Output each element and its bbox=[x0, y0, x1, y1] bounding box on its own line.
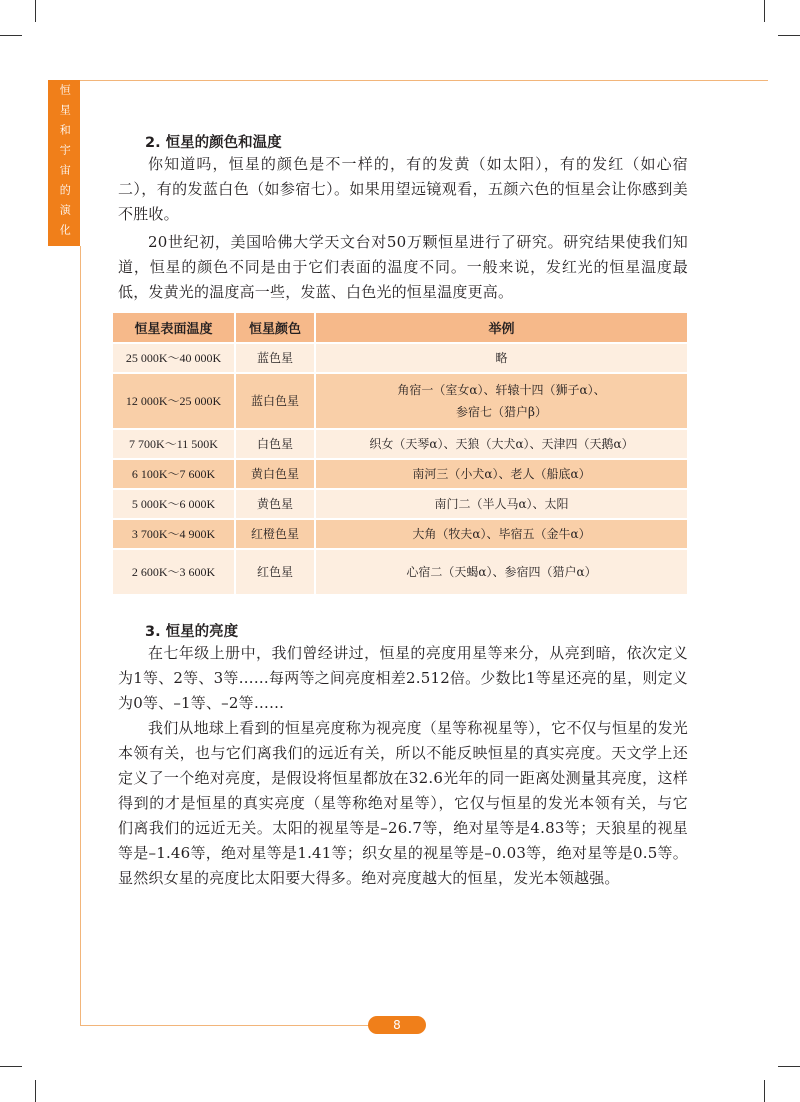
crop-mark bbox=[35, 1080, 36, 1102]
crop-mark bbox=[764, 0, 765, 22]
row-color: 黄色星 bbox=[235, 489, 315, 519]
section-3-paragraph-1: 在七年级上册中，我们曾经讲过，恒星的亮度用星等来分，从亮到暗，依次定义为1等、2等、3等……每两等之间亮度相差2.512倍。少数比1等星还亮的星，则定义为0等、–1等、–2等…… bbox=[118, 644, 688, 712]
table-row bbox=[113, 549, 687, 595]
header-example: 举例 bbox=[315, 313, 687, 343]
crop-mark bbox=[764, 1080, 765, 1102]
section-2-heading: 2. 恒星的颜色和温度 bbox=[145, 135, 282, 151]
row-example: 略 bbox=[315, 343, 687, 373]
row-example: 大角（牧夫α）、毕宿五（金牛α） bbox=[315, 519, 687, 549]
row-example-line-2: 参宿七（猎户β） bbox=[456, 405, 547, 419]
section-2-paragraph-1: 你知道吗，恒星的颜色是不一样的，有的发黄（如太阳），有的发红（如心宿二），有的发蓝白色（如参宿七）。如果用望远镜观看，五颜六色的恒星会让你感到美不胜收。 bbox=[118, 155, 688, 223]
row-example: 织女（天琴α）、天狼（大犬α）、天津四（天鹅α） bbox=[315, 429, 687, 459]
top-rule bbox=[80, 80, 768, 81]
row-example bbox=[315, 373, 687, 429]
section-2-paragraph-2: 20世纪初，美国哈佛大学天文台对50万颗恒星进行了研究。研究结果使我们知道，恒星的颜色不同是由于它们表面的温度不同。一般来说，发红光的恒星温度最低，发黄光的温度高一些，发蓝、白色光的恒星温度更高。 bbox=[118, 233, 688, 301]
page-number: 8 bbox=[368, 1016, 426, 1034]
row-color: 红色星 bbox=[235, 549, 315, 595]
table-row bbox=[113, 459, 687, 489]
row-color: 红橙色星 bbox=[235, 519, 315, 549]
row-color: 蓝白色星 bbox=[235, 373, 315, 429]
bottom-rule bbox=[80, 1025, 370, 1026]
table-row bbox=[113, 489, 687, 519]
crop-mark bbox=[35, 0, 36, 22]
left-rule bbox=[80, 246, 81, 1026]
table-header-row bbox=[113, 313, 687, 343]
section-3-heading: 3. 恒星的亮度 bbox=[145, 624, 239, 640]
chapter-side-tab bbox=[48, 80, 80, 246]
row-temperature: 7 700K～11 500K bbox=[113, 429, 235, 459]
crop-mark bbox=[778, 1066, 800, 1067]
table-row bbox=[113, 429, 687, 459]
chapter-title: 恒星和宇宙的演化 bbox=[58, 84, 72, 244]
row-temperature: 12 000K～25 000K bbox=[113, 373, 235, 429]
row-temperature: 3 700K～4 900K bbox=[113, 519, 235, 549]
row-example-line-1: 角宿一（室女α）、轩辕十四（狮子α）、 bbox=[397, 383, 606, 397]
star-temperature-table bbox=[113, 313, 687, 596]
row-temperature: 5 000K～6 000K bbox=[113, 489, 235, 519]
row-color: 蓝色星 bbox=[235, 343, 315, 373]
section-3-paragraph-2: 我们从地球上看到的恒星亮度称为视亮度（星等称视星等），它不仅与恒星的发光本领有关，也与它们离我们的远近有关，所以不能反映恒星的真实亮度。天文学上还定义了一个绝对亮度，是假设将恒星都放在32.6光年的同一距离处测量其亮度，这样得到的才是恒星的真实亮度（星等称绝对星等），它仅与恒星的发光本领有关，与它们离我们的远近无关。太阳的视星等是–26.7等，绝对星等是4.83等；天狼星的视星等是–1.46等，绝对星等是1.41等；织女星的视星等是–0.03等，绝对星等是0.5等。显然织女星的亮度比太阳要大得多。绝对亮度越大的恒星，发光本领越强。 bbox=[118, 719, 688, 887]
row-example: 南河三（小犬α）、老人（船底α） bbox=[315, 459, 687, 489]
header-temperature: 恒星表面温度 bbox=[113, 313, 235, 343]
row-temperature: 6 100K～7 600K bbox=[113, 459, 235, 489]
table-row bbox=[113, 373, 687, 429]
row-color: 黄白色星 bbox=[235, 459, 315, 489]
crop-mark bbox=[0, 35, 22, 36]
row-temperature: 2 600K～3 600K bbox=[113, 549, 235, 595]
crop-mark bbox=[778, 35, 800, 36]
header-color: 恒星颜色 bbox=[235, 313, 315, 343]
crop-mark bbox=[0, 1066, 22, 1067]
row-temperature: 25 000K～40 000K bbox=[113, 343, 235, 373]
table-row bbox=[113, 519, 687, 549]
row-example: 南门二（半人马α）、太阳 bbox=[315, 489, 687, 519]
table-row bbox=[113, 343, 687, 373]
row-color: 白色星 bbox=[235, 429, 315, 459]
row-example: 心宿二（天蝎α）、参宿四（猎户α） bbox=[315, 549, 687, 595]
